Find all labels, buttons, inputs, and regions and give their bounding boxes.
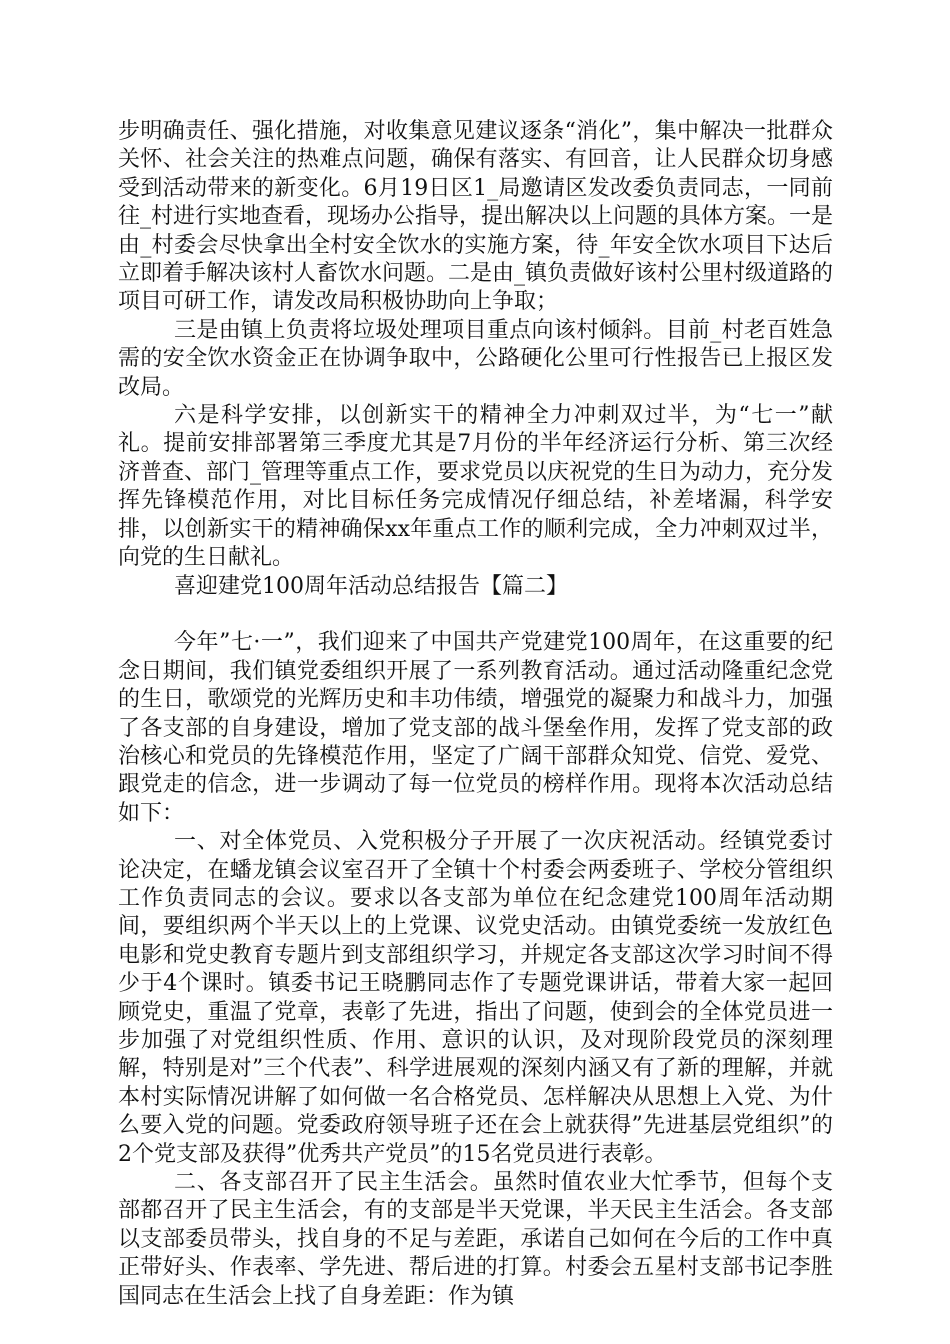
paragraph-point-two: 二、各支部召开了民主生活会。虽然时值农业大忙季节，但每个支部都召开了民主生活会，有的支部是半天党课，半天民主生活会。各支部以支部委员带头，找自身的不足与差距，承诺自己如何在今后的工作中真正带好头、作表率、学先进、帮后进的打算。村委会五星村支部书记李胜国同志在生活会上找了自身差距：作为镇: [118, 1170, 833, 1309]
paragraph-continuation: 步明确责任、强化措施，对收集意见建议逐条“消化”，集中解决一批群众关怀、社会关注的热难点问题，确保有落实、有回音，让人民群众切身感受到活动带来的新变化。6月19日区1_局邀请区发改委负责同志，一同前往_村进行实地查看，现场办公指导，提出解决以上问题的具体方案。一是由_村委会尽快拿出全村安全饮水的实施方案，待_年安全饮水项目下达后立即着手解决该村人畜饮水问题。二是由_镇负责做好该村公里村级道路的项目可研工作，请发改局积极协助向上争取；: [118, 119, 834, 315]
blank-line: [118, 601, 833, 629]
paragraph-point-one: 一、对全体党员、入党积极分子开展了一次庆祝活动。经镇党委讨论决定，在蟠龙镇会议室召开了全镇十个村委会两委班子、学校分管组织工作负责同志的会议。要求以各支部为单位在纪念建党100周年活动期间，要组织两个半天以上的上党课、议党史活动。由镇党委统一发放红色电影和党史教育专题片到支部组织学习，并规定各支部这次学习时间不得少于4个课时。镇委书记王晓鹏同志作了专题党课讲话，带着大家一起回顾党史，重温了党章，表彰了先进，指出了问题，使到会的全体党员进一步加强了对党组织性质、作用、意识的认识，及对现阶段党员的深刻理解，特别是对”三个代表”、科学进展观的深刻内涵又有了新的理解，并就本村实际情况讲解了如何做一名合格党员、怎样解决从思想上入党、为什么要入党的问题。党委政府领导班子还在会上就获得”先进基层党组织”的2个党支部及获得”优秀共产党员”的15名党员进行表彰。: [118, 829, 833, 1167]
paragraph-intro: 今年”七·一”，我们迎来了中国共产党建党100周年，在这重要的纪念日期间，我们镇党委组织开展了一系列教育活动。通过活动隆重纪念党的生日，歌颂党的光辉历史和丰功伟绩，增强党的凝聚力和战斗力，加强了各支部的自身建设，增加了党支部的战斗堡垒作用，发挥了党支部的政治核心和党员的先锋模范作用，坚定了广阔干部群众知党、信党、爱党、跟党走的信念，进一步调动了每一位党员的榜样作用。现将本次活动总结如下：: [118, 630, 833, 826]
paragraph-item-six: 六是科学安排，以创新实干的精神全力冲刺双过半，为“七一”献礼。提前安排部署第三季度尤其是7月份的半年经济运行分析、第三次经济普查、部门_管理等重点工作，要求党员以庆祝党的生日为动力，充分发挥先锋模范作用，对比目标任务完成情况仔细总结，补差堵漏，科学安排，以创新实干的精神确保xx年重点工作的顺利完成，全力冲刺双过半，向党的生日献礼。: [118, 403, 834, 571]
document-page: [118, 118, 833, 1311]
paragraph-item-three: 三是由镇上负责将垃圾处理项目重点向该村倾斜。目前_村老百姓急需的安全饮水资金正在协调争取中，公路硬化公里可行性报告已上报区发改局。: [118, 317, 833, 400]
section-heading: 喜迎建党100周年活动总结报告【篇二】: [174, 573, 568, 599]
